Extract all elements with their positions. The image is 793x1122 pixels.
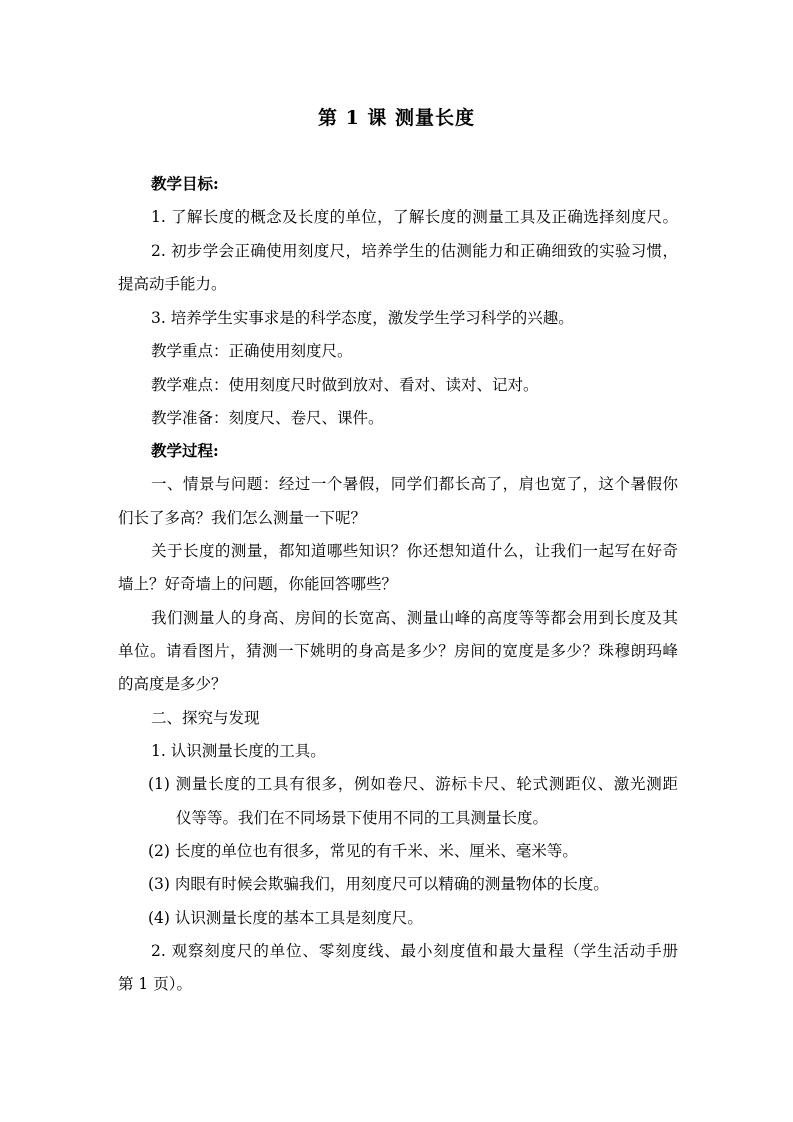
paragraph-line: 一、情景与问题：经过一个暑假，同学们都长高了，肩也宽了，这个暑假你 <box>151 475 678 493</box>
paragraph-line: 1. 了解长度的概念及长度的单位，了解长度的测量工具及正确选择刻度尺。 <box>151 208 678 226</box>
paragraph-line: (4) 认识测量长度的基本工具是刻度尺。 <box>148 909 423 927</box>
paragraph-line: 仪等等。我们在不同场景下使用不同的工具测量长度。 <box>176 809 549 827</box>
paragraph-line: (2) 长度的单位也有很多，常见的有千米、米、厘米、毫米等。 <box>148 842 578 860</box>
section-heading-objectives: 教学目标: <box>151 174 219 193</box>
section-heading-process: 教学过程: <box>151 441 219 460</box>
paragraph-line: 第 1 页）。 <box>118 975 192 993</box>
paragraph-line: 单位。请看图片，猜测一下姚明的身高是多少？房间的宽度是多少？珠穆朗玛峰 <box>118 642 678 660</box>
paragraph-line: 教学准备：刻度尺、卷尺、课件。 <box>151 409 384 427</box>
paragraph-line: 墙上？好奇墙上的问题，你能回答哪些？ <box>118 575 398 593</box>
page-title: 第 1 课 测量长度 <box>317 107 476 129</box>
paragraph-line: 们长了多高？我们怎么测量一下呢？ <box>118 509 367 527</box>
paragraph-line: 教学难点：使用刻度尺时做到放对、看对、读对、记对。 <box>151 376 539 394</box>
paragraph-line: (3) 肉眼有时候会欺骗我们，用刻度尺可以精确的测量物体的长度。 <box>148 875 609 893</box>
paragraph-line: 提高动手能力。 <box>118 275 227 293</box>
paragraph-line: 二、探究与发现 <box>151 709 260 727</box>
paragraph-line: 关于长度的测量，都知道哪些知识？你还想知道什么，让我们一起写在好奇 <box>151 542 678 560</box>
paragraph-line: 的高度是多少？ <box>118 675 227 693</box>
paragraph-line: 2. 观察刻度尺的单位、零刻度线、最小刻度值和最大量程（学生活动手册 <box>151 942 678 960</box>
paragraph-line: (1) 测量长度的工具有很多，例如卷尺、游标卡尺、轮式测距仪、激光测距 <box>148 775 678 793</box>
paragraph-line: 1. 认识测量长度的工具。 <box>151 742 326 760</box>
paragraph-line: 3. 培养学生实事求是的科学态度，激发学生学习科学的兴趣。 <box>151 309 574 327</box>
paragraph-line: 教学重点：正确使用刻度尺。 <box>151 342 353 360</box>
paragraph-line: 我们测量人的身高、房间的长宽高、测量山峰的高度等等都会用到长度及其 <box>151 609 678 627</box>
paragraph-line: 2. 初步学会正确使用刻度尺，培养学生的估测能力和正确细致的实验习惯， <box>151 242 678 260</box>
